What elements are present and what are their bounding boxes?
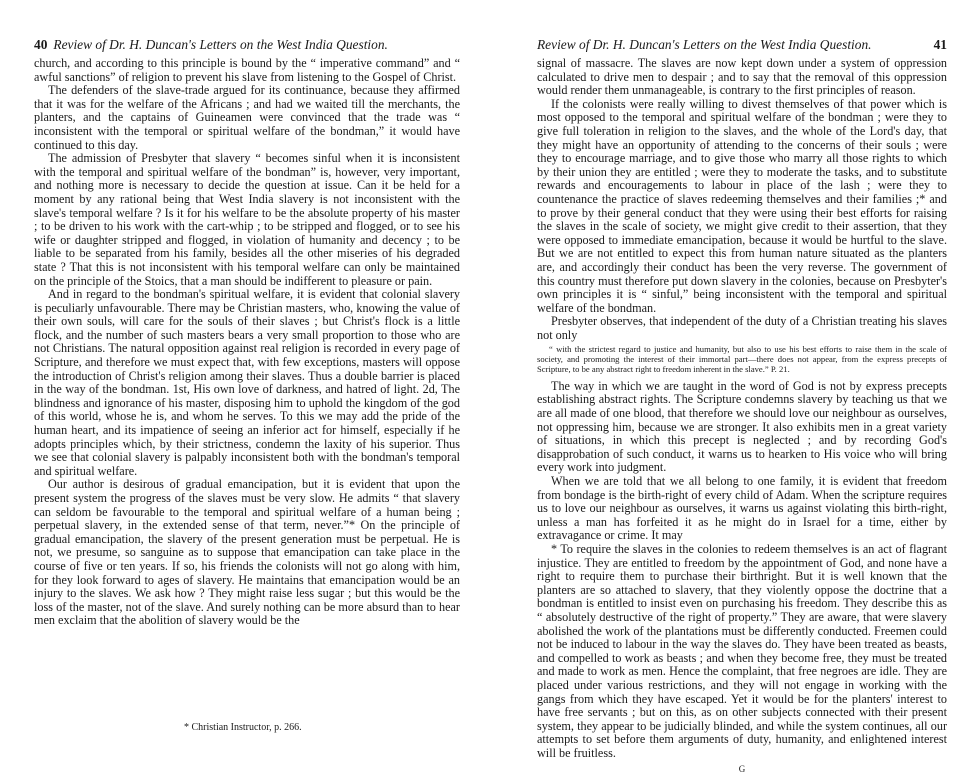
right-page — [537, 0, 947, 774]
right-paragraph: Presbyter observes, that independent of the duty of a Christian treating his slaves not only — [537, 314, 947, 342]
left-footnote: * Christian Instructor, p. 266. — [184, 722, 302, 733]
left-page-header — [34, 36, 460, 54]
left-paragraph: The defenders of the slave-trade argued for its continuance, because they affirmed that it was for the welfare of the Africans ; and had we waited till the merchants, the planters, and the captains of Guineamen were convinced that the trade was “ inconsistent with the temporal or spiritual welfare of the bondman,” it would have continued to this day. — [34, 83, 460, 152]
right-paragraph: If the colonists were really willing to divest themselves of that power which is most opposed to the temporal and spiritual welfare of the bondman ; were they to give full toleration in religion to the slaves, and the whole of the Lord's day, that they might have an opportunity of attending to the concerns of their souls ; were they to encourage marriage, and to give those who marry all those rights to which by their union they are entitled ; were they to moderate the tasks, and to substitute rewards and encouragements to labour in place of the lash ; were they to countenance the practice of slaves redeeming themselves and their families ;* and to prove by their general conduct that they were using their best efforts for raising the slaves in the scale of society, we might give credit to their assertion, that they were opposed to immediate emancipation, because it would be hurtful to the slave. But we are not entitled to expect this from human nature situated as the planters are, and accordingly their conduct has been the very reverse. The government of this country must therefore put down slavery in the colonies, because on Presbyter's own principles it is “ sinful,” being inconsistent with the temporal and spiritual welfare of the bondman. — [537, 96, 947, 315]
left-paragraph: The admission of Presbyter that slavery “ becomes sinful when it is inconsistent with the temporal and spiritual welfare of the bondman” is, however, very important, and nothing more is necessary to decide the question at issue. Can it be held for a moment by any rational being that West India slavery is not inconsistent with the slave's temporal welfare ? Is it for his welfare to be the absolute property of his master ; to be driven to his work with the cart-whip ; to be stripped and flogged, or to see his wife or daughter stripped and flogged, in violation of humanity and decency ; to be liable to be separated from his family, besides all the other miseries of his degraded state ? That this is not inconsistent with his temporal welfare can only be maintained on the principle of the Stoics, that a man should be indifferent to pleasure or pain. — [34, 151, 460, 288]
left-page-body — [34, 57, 460, 628]
left-page — [34, 0, 460, 767]
right-page-body — [537, 57, 947, 774]
right-running-title: Review of Dr. H. Duncan's Letters on the West India Question. — [537, 37, 872, 52]
left-paragraph: And in regard to the bondman's spiritual welfare, it is evident that colonial slavery is peculiarly unfavourable. There may be Christian masters, who, knowing the value of their own souls, will care for the souls of their slaves ; but Christ's flock is a little flock, and the number of such masters bears a very small proportion to those who are not Christians. The natural opposition against real religion is recorded in every page of Scripture, and therefore we must expect that, with few exceptions, masters will oppose the introduction of Christ's religion among their slaves. Thus a double barrier is placed in the way of the bondman. 1st, His own love of darkness, and hatred of light. 2d, The blindness and ignorance of his master, disposing him to uphold the kingdom of the god of this world, whose he is, and whom he serves. To this we may add the pride of the human heart, and its impatience of seeing an inferior act for himself, especially if he adopts principles which, by their strictness, condemn the laxity of his superior. Thus we see that colonial slavery is palpably inconsistent both with the bondman's temporal and spiritual welfare. — [34, 287, 460, 478]
left-running-title: Review of Dr. H. Duncan's Letters on the West India Question. — [53, 37, 388, 52]
left-page-number: 40 — [34, 37, 48, 52]
right-paragraph: The way in which we are taught in the word of God is not by express precepts establishing abstract rights. The Scripture condemns slavery by teaching us that we are all made of one blood, that therefore we should love our neighbour as ourselves, not oppressing him, because we are stronger. It also exhibits men in a great variety of situations, in which this precept is neglected ; and by recording God's disapprobation of such conduct, it warns us to hearken to His voice who will bring every work into judgment. — [537, 378, 947, 475]
left-paragraph: Our author is desirous of gradual emancipation, but it is evident that upon the present system the progress of the slaves must be very slow. He admits “ that slavery can seldom be favourable to the temporal and spiritual welfare of a human being ; perpetual slavery, in the extended sense of that term, never.”* On the principle of gradual emancipation, the slavery of the present generation must be perpetual. He is not, we presume, so sanguine as to suppose that emancipation can take place in the course of five or ten years. If so, his friends the colonists will not go along with him, for they look forward to ages of slavery. He maintains that emancipation would be an injury to the slaves. We ask how ? They might raise less sugar ; but this would be the loss of the master, not of the slave. And surely nothing can be more absurd than to hear men exclaim that the abolition of slavery would be the — [34, 477, 460, 628]
right-footnote: * To require the slaves in the colonies to redeem themselves is an act of flagrant injustice. They are entitled to freedom by the appointment of God, and none have a right to require them to purchase their birthright. But it is well known that the planters are so attached to slavery, that they violently oppose the doctrine that a bondman is entitled to insist even on purchasing his freedom. They describe this as “ absolutely destructive of the right of property.” They are aware, that were slavery abolished the work of the plantations must be differently conducted. Freemen could not be induced to labour in the way the slaves do. They have been treated as beasts, and compelled to work as beasts ; and when they become free, they must be treated and made to work as men. Hence the complaint, that free negroes are idle. They are placed under various restrictions, and they will not engage in working with the gangs from which they have escaped. Yet it would be for the planters' interest to have free servants ; but on this, as on other subjects connected with their present system, they appear to be judicially blinded, and while the system continues, all our attempts to set before them arguments of duty, humanity, and enlightened interest will be fruitless. — [537, 541, 947, 760]
right-paragraph: When we are told that we all belong to one family, it is evident that freedom from bondage is the birth-right of every child of Adam. When the scripture requires us to love our neighbour as ourselves, it warns us against violating this birth-right, unless a man has forfeited it as he might do in Israel for a time, either by extravagance or crime. It may — [537, 474, 947, 543]
block-quote: “ with the strictest regard to justice and humanity, but also to use his best efforts to raise them in the scale of society, and promoting the interest of their immortal part—there does not appear, from the express precepts of Scripture, to be any abstract right to freedom inherent in the slave.” P. 21. — [537, 344, 947, 375]
right-page-number: 41 — [933, 37, 947, 52]
signature-mark: G — [738, 764, 746, 774]
right-paragraph: signal of massacre. The slaves are now kept down under a system of oppression calculated to drive men to despair ; and to say that the removal of this oppression would render them unmanageable, is contrary to the first principles of reason. — [537, 56, 947, 98]
left-paragraph: church, and according to this principle is bound by the “ imperative command” and “ awful sanctions” of religion to prevent his slave from listening to the Gospel of Christ. — [34, 56, 460, 84]
right-page-header — [537, 36, 947, 54]
